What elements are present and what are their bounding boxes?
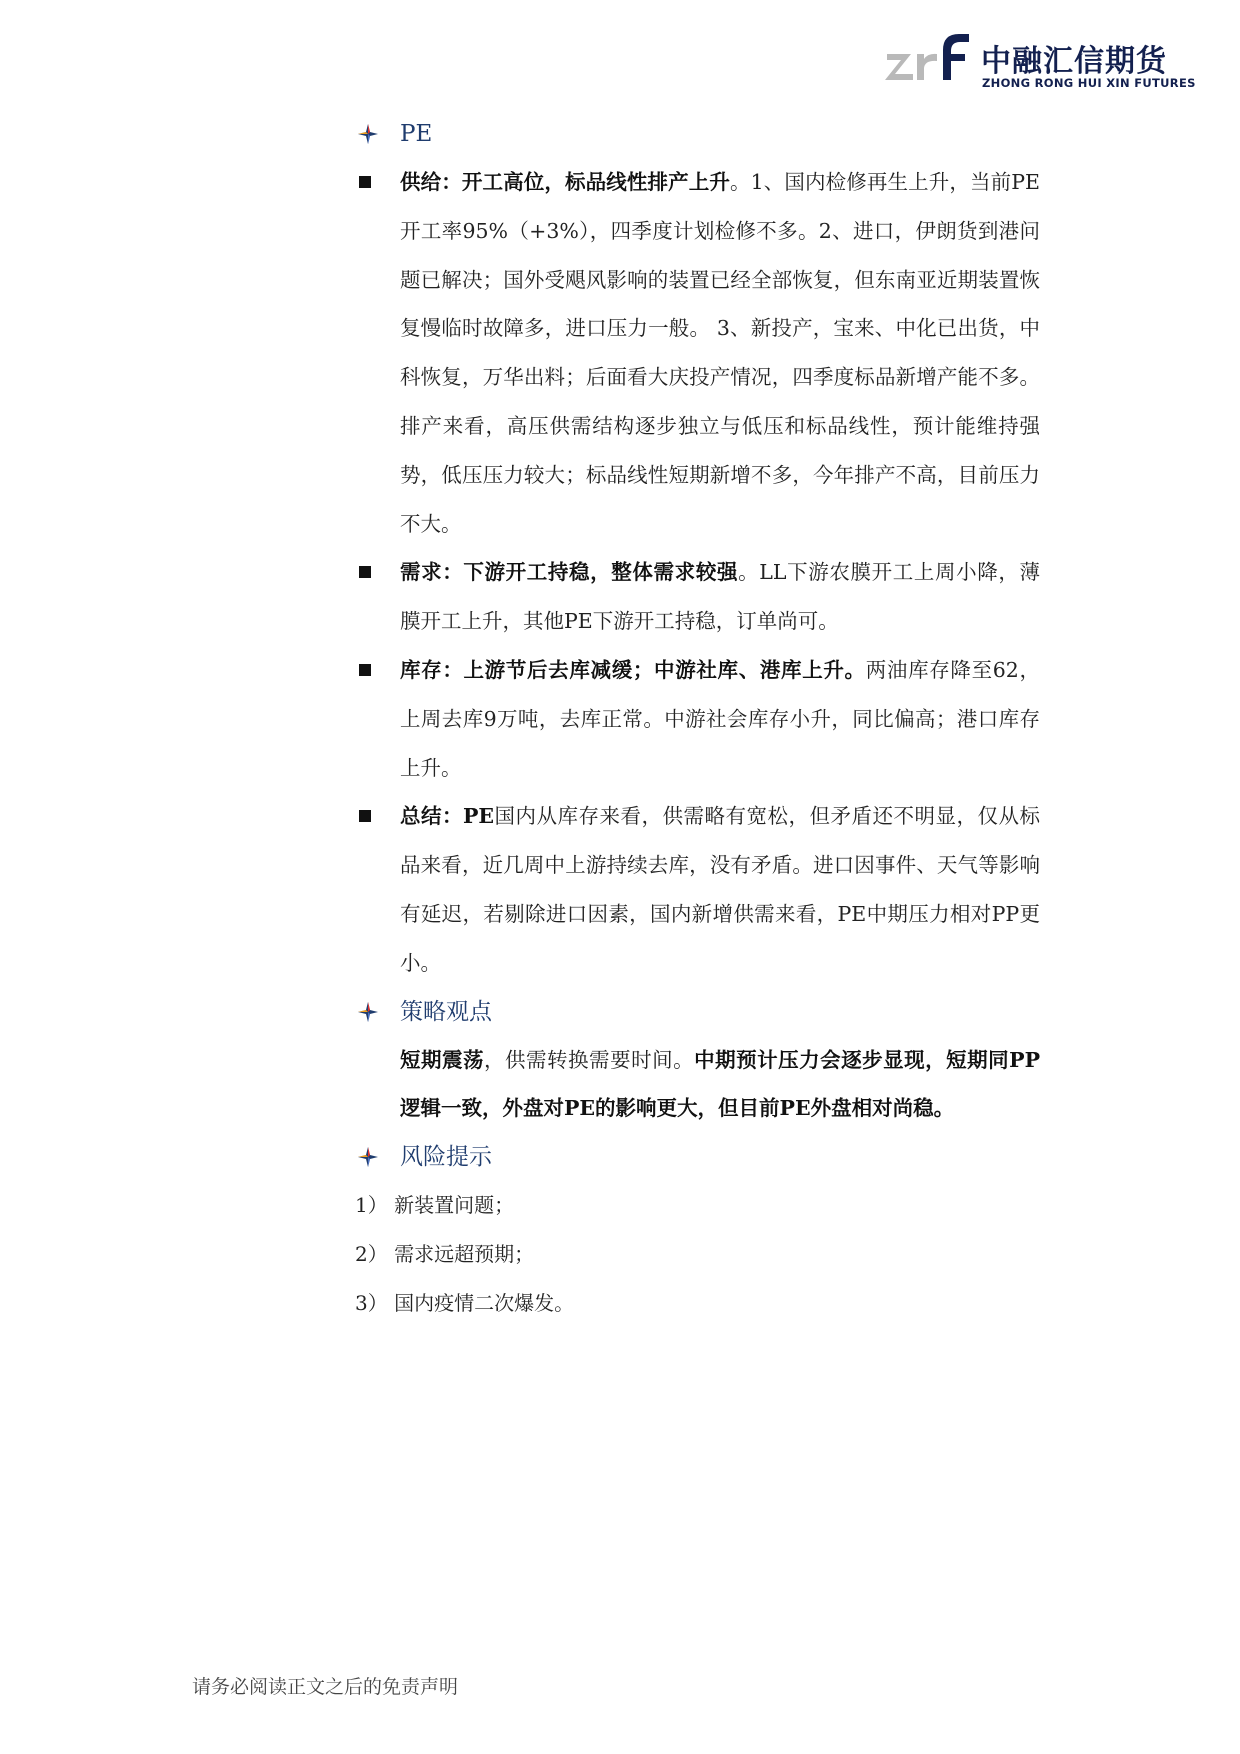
bullet-bold: 总结：PE: [400, 804, 495, 829]
bullet-text: 两油库存降至62，上周去库9万吨，去库正常。中游社会库存小升，同比偏高；港口库存上升。: [400, 657, 1041, 780]
square-bullet-icon: [359, 176, 371, 188]
bullet-text: 。1、国内检修再生上升，当前PE开工率95%（+3%），四季度计划检修不多。2、进口，伊朗货到港问题已解决；国外受飓风影响的装置已经全部恢复，但东南亚近期装置恢复慢临时故障多，进口压力一般。 3、新投产，宝来、中化已出货，中科恢复，万华出料；后面看大庆投产情况，四季度标品新增产能不多。排产来看，高压供需结构逐步独立与低压和标品线性，预计能维持强势，低压压力较大；标品线性短期新增不多，今年排产不高，目前压力不大。: [400, 170, 1040, 536]
diamond-bullet-icon: [358, 1147, 378, 1167]
bullet-inventory: [350, 646, 1040, 792]
section-heading-pe: [350, 110, 1040, 158]
section-heading-text: PE: [400, 121, 433, 147]
square-bullet-icon: [359, 810, 371, 822]
bullet-demand: [350, 548, 1040, 646]
company-logo: [885, 28, 1196, 98]
strategy-bold-2: 中期预计压力会逐步显现，短期同PP逻辑一致，外盘对PE的影响更大，但目前PE外盘相对尚稳。: [400, 1047, 1041, 1121]
logo-name-cn: 中融汇信期货: [981, 44, 1167, 79]
square-bullet-icon: [359, 566, 371, 578]
section-heading-text: 风险提示: [400, 1144, 492, 1171]
bullet-text: 国内从库存来看，供需略有宽松，但矛盾还不明显，仅从标品来看，近几周中上游持续去库，没有矛盾。进口因事件、天气等影响有延迟，若剔除进口因素，国内新增供需来看，PE中期压力相对PP更小。: [400, 804, 1041, 975]
diamond-bullet-icon: [358, 124, 378, 144]
section-heading-text: 策略观点: [400, 998, 492, 1025]
bullet-bold: 供给：开工高位，标品线性排产上升: [400, 170, 730, 194]
logo-name-en: ZHONG RONG HUI XIN FUTURES: [982, 76, 1196, 90]
disclaimer-footer: 请务必阅读正文之后的免责声明: [192, 1676, 459, 1698]
risk-item: 1） 新装置问题；: [355, 1193, 515, 1218]
strategy-paragraph: [350, 1036, 1040, 1134]
bullet-bold: 需求：下游开工持稳，整体需求较强: [400, 560, 739, 585]
zrf-logo-icon: [885, 28, 975, 92]
square-bullet-icon: [359, 664, 371, 676]
bullet-text: 。LL下游农膜开工上周小降，薄膜开工上升，其他PE下游开工持稳，订单尚可。: [400, 560, 1040, 634]
section-heading-strategy: [350, 988, 1040, 1036]
strategy-text-1: ，供需转换需要时间。: [484, 1047, 695, 1072]
bullet-bold: 库存：上游节后去库减缓；中游社库、港库上升。: [400, 657, 866, 682]
risk-item: 3） 国内疫情二次爆发。: [355, 1290, 575, 1315]
strategy-bold-1: 短期震荡: [400, 1047, 485, 1072]
document-body: [350, 110, 1040, 1328]
bullet-summary: [350, 792, 1040, 987]
bullet-supply: [350, 158, 1040, 548]
diamond-bullet-icon: [358, 1002, 378, 1022]
risk-item: 2） 需求远超预期；: [355, 1241, 535, 1266]
section-heading-risk: [350, 1133, 1040, 1181]
